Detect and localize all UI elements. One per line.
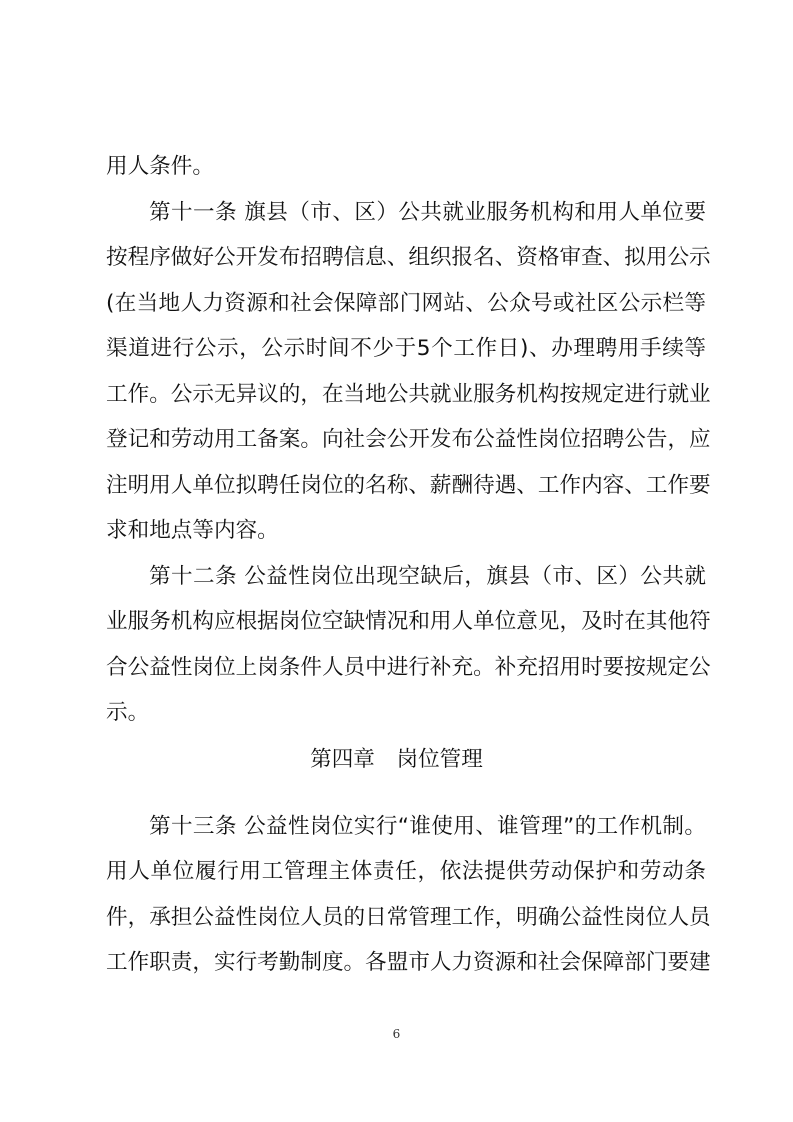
text-line: 注明用人单位拟聘任岗位的名称、薪酬待遇、工作内容、工作要 — [106, 473, 711, 498]
text-line: 工作。公示无异议的，在当地公共就业服务机构按规定进行就业 — [106, 382, 711, 407]
article-13-first-line: 第十三条 公益性岗位实行“谁使用、谁管理”的工作机制。 — [149, 814, 706, 839]
chapter-heading: 第四章 岗位管理 — [310, 747, 483, 772]
text-line: 渠道进行公示，公示时间不少于5个工作日)、办理聘用手续等 — [106, 336, 706, 361]
text-line: 业服务机构应根据岗位空缺情况和用人单位意见，及时在其他符 — [106, 609, 711, 634]
text-line: 求和地点等内容。 — [106, 518, 279, 543]
article-11-first-line: 第十一条 旗县（市、区）公共就业服务机构和用人单位要 — [149, 200, 706, 225]
article-12-first-line: 第十二条 公益性岗位出现空缺后，旗县（市、区）公共就 — [149, 564, 706, 589]
text-line: 工作职责，实行考勤制度。各盟市人力资源和社会保障部门要建 — [106, 950, 711, 975]
page-number: 6 — [392, 1027, 401, 1041]
text-line: 用人单位履行用工管理主体责任，依法提供劳动保护和劳动条 — [106, 859, 706, 884]
text-line: 示。 — [106, 700, 150, 725]
text-line: 用人条件。 — [106, 154, 214, 179]
text-line: 件，承担公益性岗位人员的日常管理工作，明确公益性岗位人员 — [106, 905, 711, 930]
text-line: 合公益性岗位上岗条件人员中进行补充。补充招用时要按规定公 — [106, 655, 711, 680]
text-line: 按程序做好公开发布招聘信息、组织报名、资格审查、拟用公示 — [106, 245, 711, 270]
text-line: 登记和劳动用工备案。向社会公开发布公益性岗位招聘公告，应 — [106, 427, 711, 452]
text-line: (在当地人力资源和社会保障部门网站、公众号或社区公示栏等 — [106, 291, 706, 316]
